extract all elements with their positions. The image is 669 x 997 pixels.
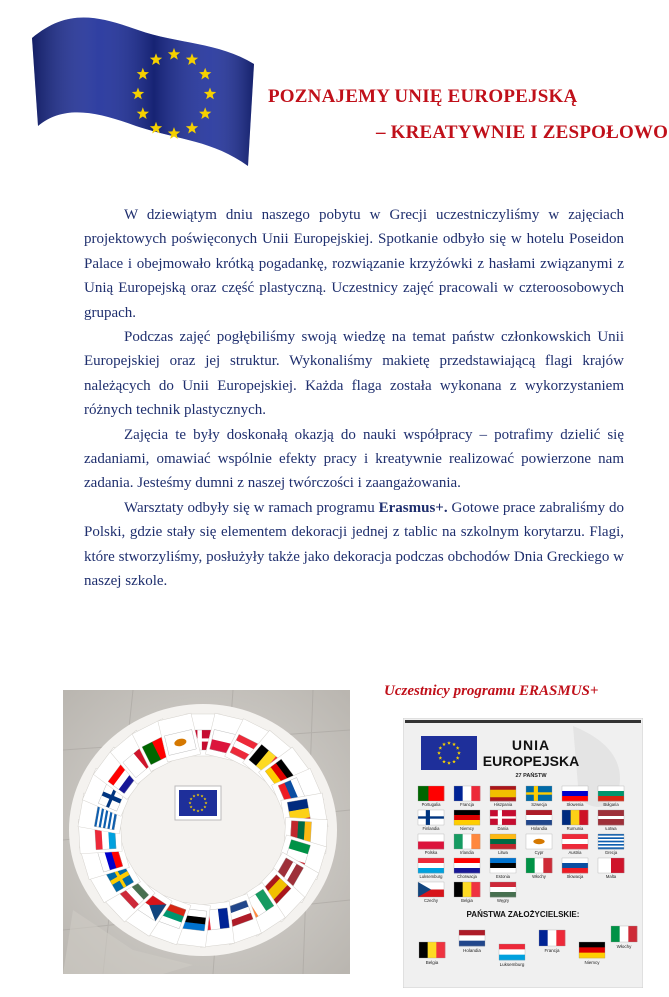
poster-flag-18 bbox=[418, 858, 444, 879]
founder-flag-label: Francja bbox=[544, 948, 560, 953]
founder-flag-label: Holandia bbox=[463, 948, 481, 953]
poster-flag-label: Polska bbox=[424, 850, 438, 855]
poster-flag-label: Szwecja bbox=[531, 802, 547, 807]
erasmus-bold: Erasmus+. bbox=[378, 499, 448, 516]
poster-flag-label: Austria bbox=[568, 850, 582, 855]
poster-flag-label: Holandia bbox=[530, 826, 548, 831]
article-body bbox=[84, 203, 624, 594]
poster-flag-0 bbox=[418, 786, 444, 807]
poster-flag-label: Irlandia bbox=[460, 850, 474, 855]
flags-table-photo bbox=[63, 690, 350, 974]
poster-flag-label: Niemcy bbox=[460, 826, 474, 831]
founder-flag-2 bbox=[499, 944, 525, 967]
poster-title-1: UNIA bbox=[511, 737, 551, 753]
founder-flag-label: Luksemburg bbox=[499, 962, 525, 967]
poster-flag-label: Bułgaria bbox=[603, 802, 619, 807]
eu-poster bbox=[403, 718, 643, 988]
poster-flag-label: Węgry bbox=[496, 898, 510, 903]
photo-caption: Uczestnicy programu ERASMUS+ bbox=[384, 683, 599, 699]
poster-flag-label: Chorwacja bbox=[457, 874, 477, 879]
poster-flag-2 bbox=[490, 786, 516, 807]
poster-title-2: EUROPEJSKA bbox=[482, 753, 580, 769]
paragraph-4 bbox=[84, 496, 624, 594]
paragraph-1: W dziewiątym dniu naszego pobytu w Grecji uczestniczyliśmy w zajęciach projektowych poświęconych Unii Europejskiej. Spotkanie odbyło się w hotelu Poseidon Palace i obejmowało krótką pogadankę, rozwiązanie krzyżówki z hasłami związanymi z Unią Europejską oraz część plastyczną. Uczestnicy zajęć pracowali w czteroosobowych grupach. bbox=[84, 207, 624, 321]
page-title-line1: POZNAJEMY UNIĘ EUROPEJSKĄ bbox=[268, 86, 578, 107]
poster-flag-label: Dania bbox=[497, 826, 509, 831]
poster-flag-label: Łotwa bbox=[605, 826, 617, 831]
poster-flag-label: Grecja bbox=[604, 850, 618, 855]
poster-subtitle: 27 PAŃSTW bbox=[515, 773, 547, 779]
poster-flag-label: Belgia bbox=[461, 898, 473, 903]
poster-flag-label: Litwa bbox=[498, 850, 508, 855]
poster-flag-label: Estonia bbox=[496, 874, 510, 879]
poster-flag-label: Francja bbox=[460, 802, 474, 807]
poster-flag-label: Malta bbox=[605, 874, 617, 879]
poster-flag-label: Hiszpania bbox=[493, 802, 513, 807]
poster-founders-heading: PAŃSTWA ZAŁOŻYCIELSKIE: bbox=[466, 910, 580, 919]
founder-flag-label: Niemcy bbox=[584, 960, 600, 965]
poster-flag-label: Czechy bbox=[424, 898, 438, 903]
poster-flag-label: Portugalia bbox=[421, 802, 441, 807]
p4-end: Gotowe prace zabraliśmy do Polski, gdzie stały się elementem dekoracji jednej z tablic na szkolnym korytarzu. Flagi, które stworzyliśmy, posłużyły także jako dekoracja podczas obchodów Dnia Greckiego w naszej szkole. bbox=[84, 499, 624, 590]
poster-flag-label: Słowacja bbox=[566, 874, 584, 879]
poster-flag-label: Włochy bbox=[532, 874, 546, 879]
poster-flag-label: Słowenia bbox=[566, 802, 584, 807]
paragraph-3: Zajęcia te były doskonałą okazją do nauki współpracy – potrafimy dzielić się zadaniami, omawiać wspólnie efekty pracy i kreatywnie realizować powierzone nam zadania. Jesteśmy dumni z naszej twórczości i zaangażowania. bbox=[84, 426, 624, 492]
p4-start: Warsztaty odbyły się w ramach programu bbox=[124, 499, 379, 516]
founder-flag-label: Belgia bbox=[425, 960, 439, 965]
founder-flag-label: Włochy bbox=[616, 944, 632, 949]
poster-flag-label: Luksemburg bbox=[419, 874, 443, 879]
poster-flag-label: Rumunia bbox=[566, 826, 584, 831]
poster-flag-label: Cypr bbox=[534, 850, 544, 855]
paragraph-2: Podczas zajęć pogłębiliśmy swoją wiedzę na temat państw członkowskich Unii Europejskiej oraz jej struktur. Wykonaliśmy makietę przedstawiającą flagi krajów należących do Unii Europejskiej. Każda flaga została wykonana z wykorzystaniem różnych technik plastycznych. bbox=[84, 329, 624, 419]
eu-flag-image bbox=[28, 8, 260, 168]
poster-flag-19 bbox=[454, 858, 480, 879]
poster-flag-label: Finlandia bbox=[422, 826, 440, 831]
page-title-line2: – KREATYWNIE I ZESPOŁOWO bbox=[376, 122, 669, 143]
